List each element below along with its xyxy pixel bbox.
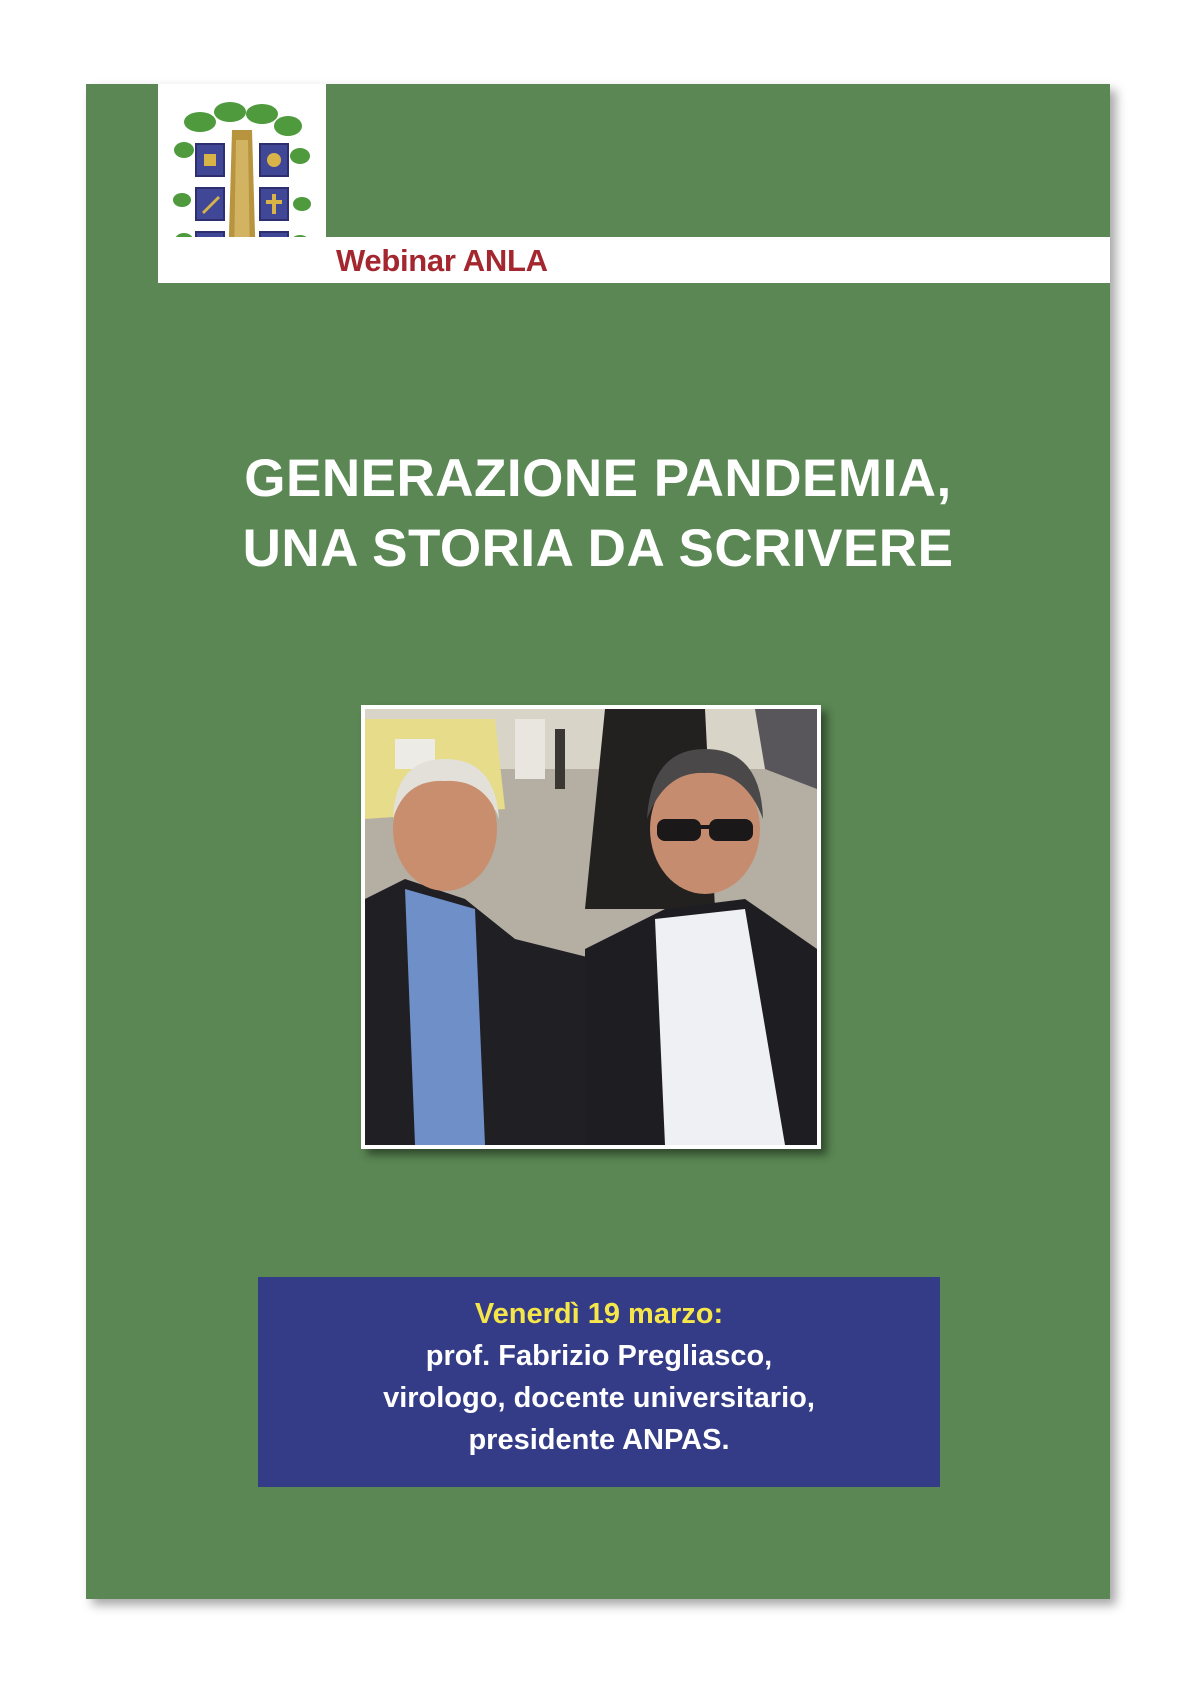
- header-bar: [158, 237, 1110, 283]
- page-title: [86, 444, 1110, 584]
- speakers-photo-illustration: [365, 709, 817, 1145]
- speaker-name: prof. Fabrizio Pregliasco,: [425, 1340, 773, 1372]
- speaker-affiliation: presidente ANPAS.: [468, 1424, 730, 1456]
- speakers-photo: [365, 709, 817, 1145]
- speaker-role: virologo, docente universitario,: [383, 1382, 815, 1414]
- event-info-box: [258, 1277, 940, 1487]
- flyer-page: [86, 84, 1110, 1599]
- title-line-1: GENERAZIONE PANDEMIA,: [244, 449, 952, 508]
- event-date: Venerdì 19 marzo:: [474, 1298, 724, 1330]
- header-title: Webinar ANLA: [336, 243, 548, 278]
- title-line-2: UNA STORIA DA SCRIVERE: [242, 519, 954, 578]
- photo-frame: [361, 705, 821, 1149]
